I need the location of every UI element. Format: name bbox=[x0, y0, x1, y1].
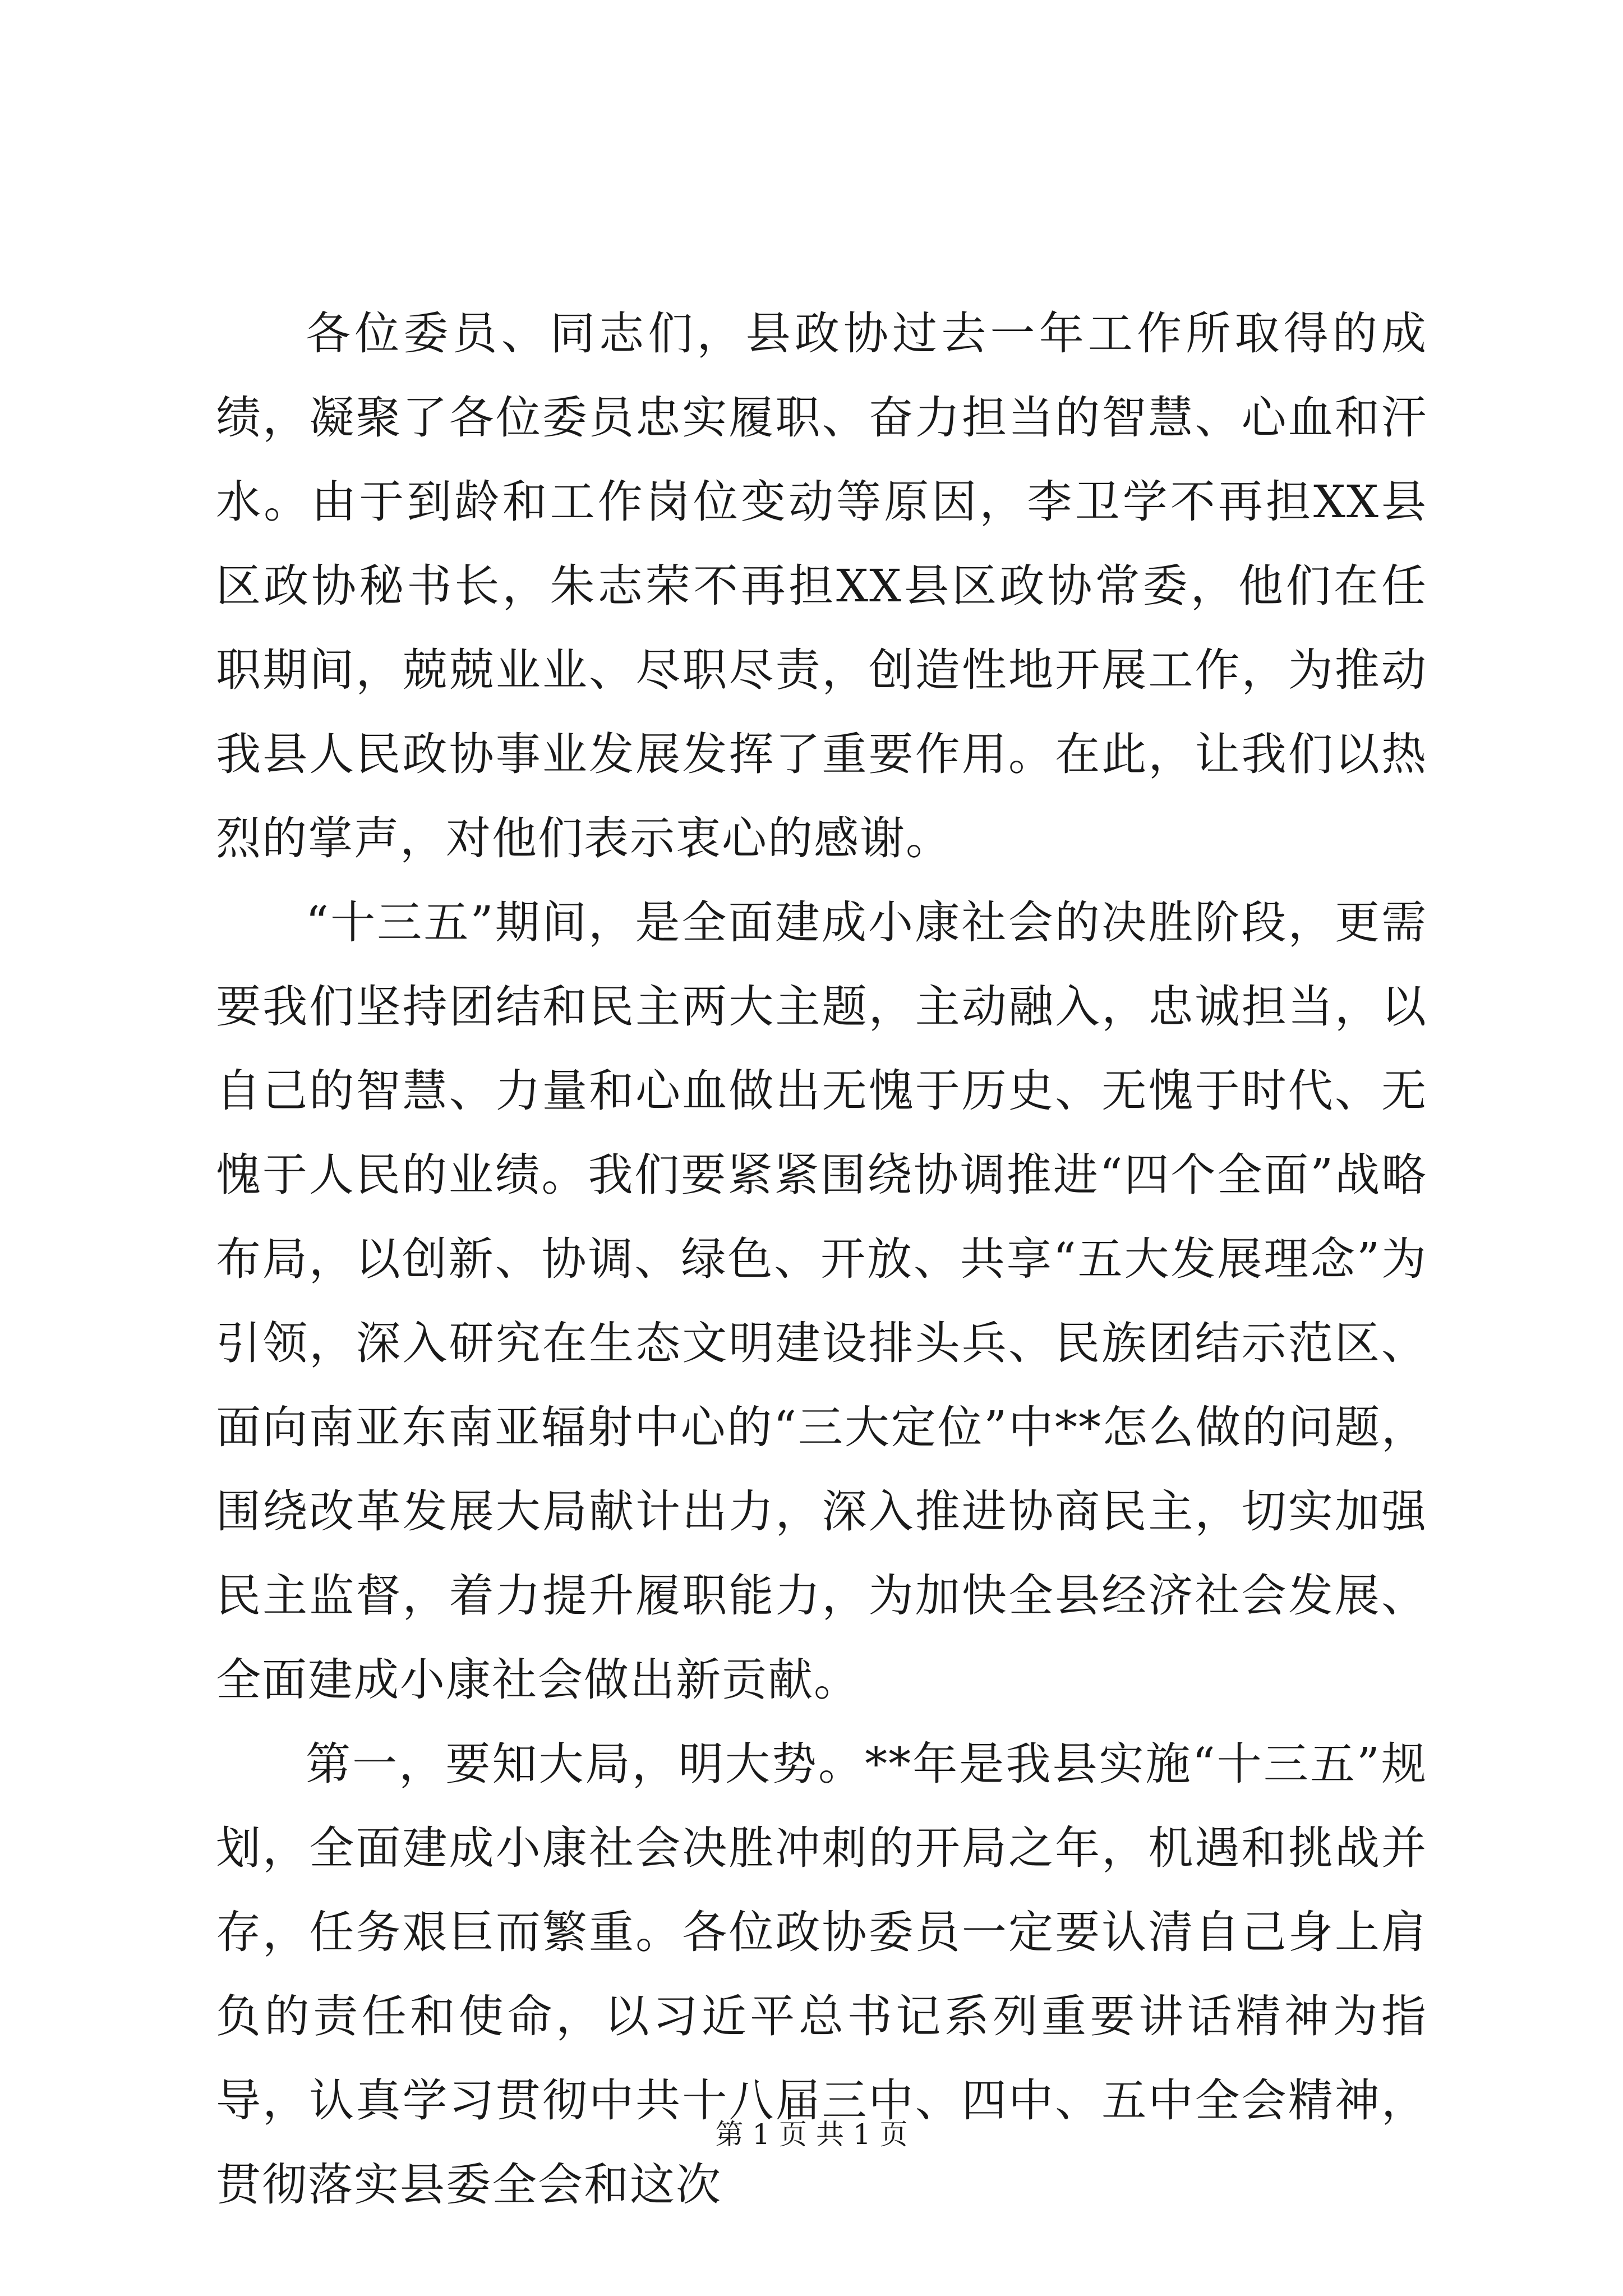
document-body bbox=[216, 292, 1427, 2227]
page-footer: 第 1 页 共 1 页 bbox=[715, 2118, 908, 2151]
paragraph-1: 各位委员、同志们，县政协过去一年工作所取得的成绩，凝聚了各位委员忠实履职、奋力担当的智慧、心血和汗水。由于到龄和工作岗位变动等原因，李卫学不再担XX县区政协秘书长，朱志荣不再担XX县区政协常委，他们在任职期间，兢兢业业、尽职尽责，创造性地开展工作，为推动我县人民政协事业发展发挥了重要作用。在此，让我们以热烈的掌声，对他们表示衷心的感谢。 bbox=[216, 307, 1427, 864]
paragraph-3: 第一，要知大局，明大势。**年是我县实施“十三五”规划，全面建成小康社会决胜冲刺的开局之年，机遇和挑战并存，任务艰巨而繁重。各位政协委员一定要认清自己身上肩负的责任和使命，以习近平总书记系列重要讲话精神为指导，认真学习贯彻中共十八届三中、四中、五中全会精神，贯彻落实县委全会和这次 bbox=[216, 1738, 1427, 2211]
paragraph-2: “十三五”期间，是全面建成小康社会的决胜阶段，更需要我们坚持团结和民主两大主题，主动融入，忠诚担当，以自己的智慧、力量和心血做出无愧于历史、无愧于时代、无愧于人民的业绩。我们要紧紧围绕协调推进“四个全面”战略布局，以创新、协调、绿色、开放、共享“五大发展理念”为引领，深入研究在生态文明建设排头兵、民族团结示范区、面向南亚东南亚辐射中心的“三大定位”中**怎么做的问题，围绕改革发展大局献计出力，深入推进协商民主，切实加强民主监督，着力提升履职能力，为加快全县经济社会发展、全面建成小康社会做出新贡献。 bbox=[216, 896, 1427, 1706]
